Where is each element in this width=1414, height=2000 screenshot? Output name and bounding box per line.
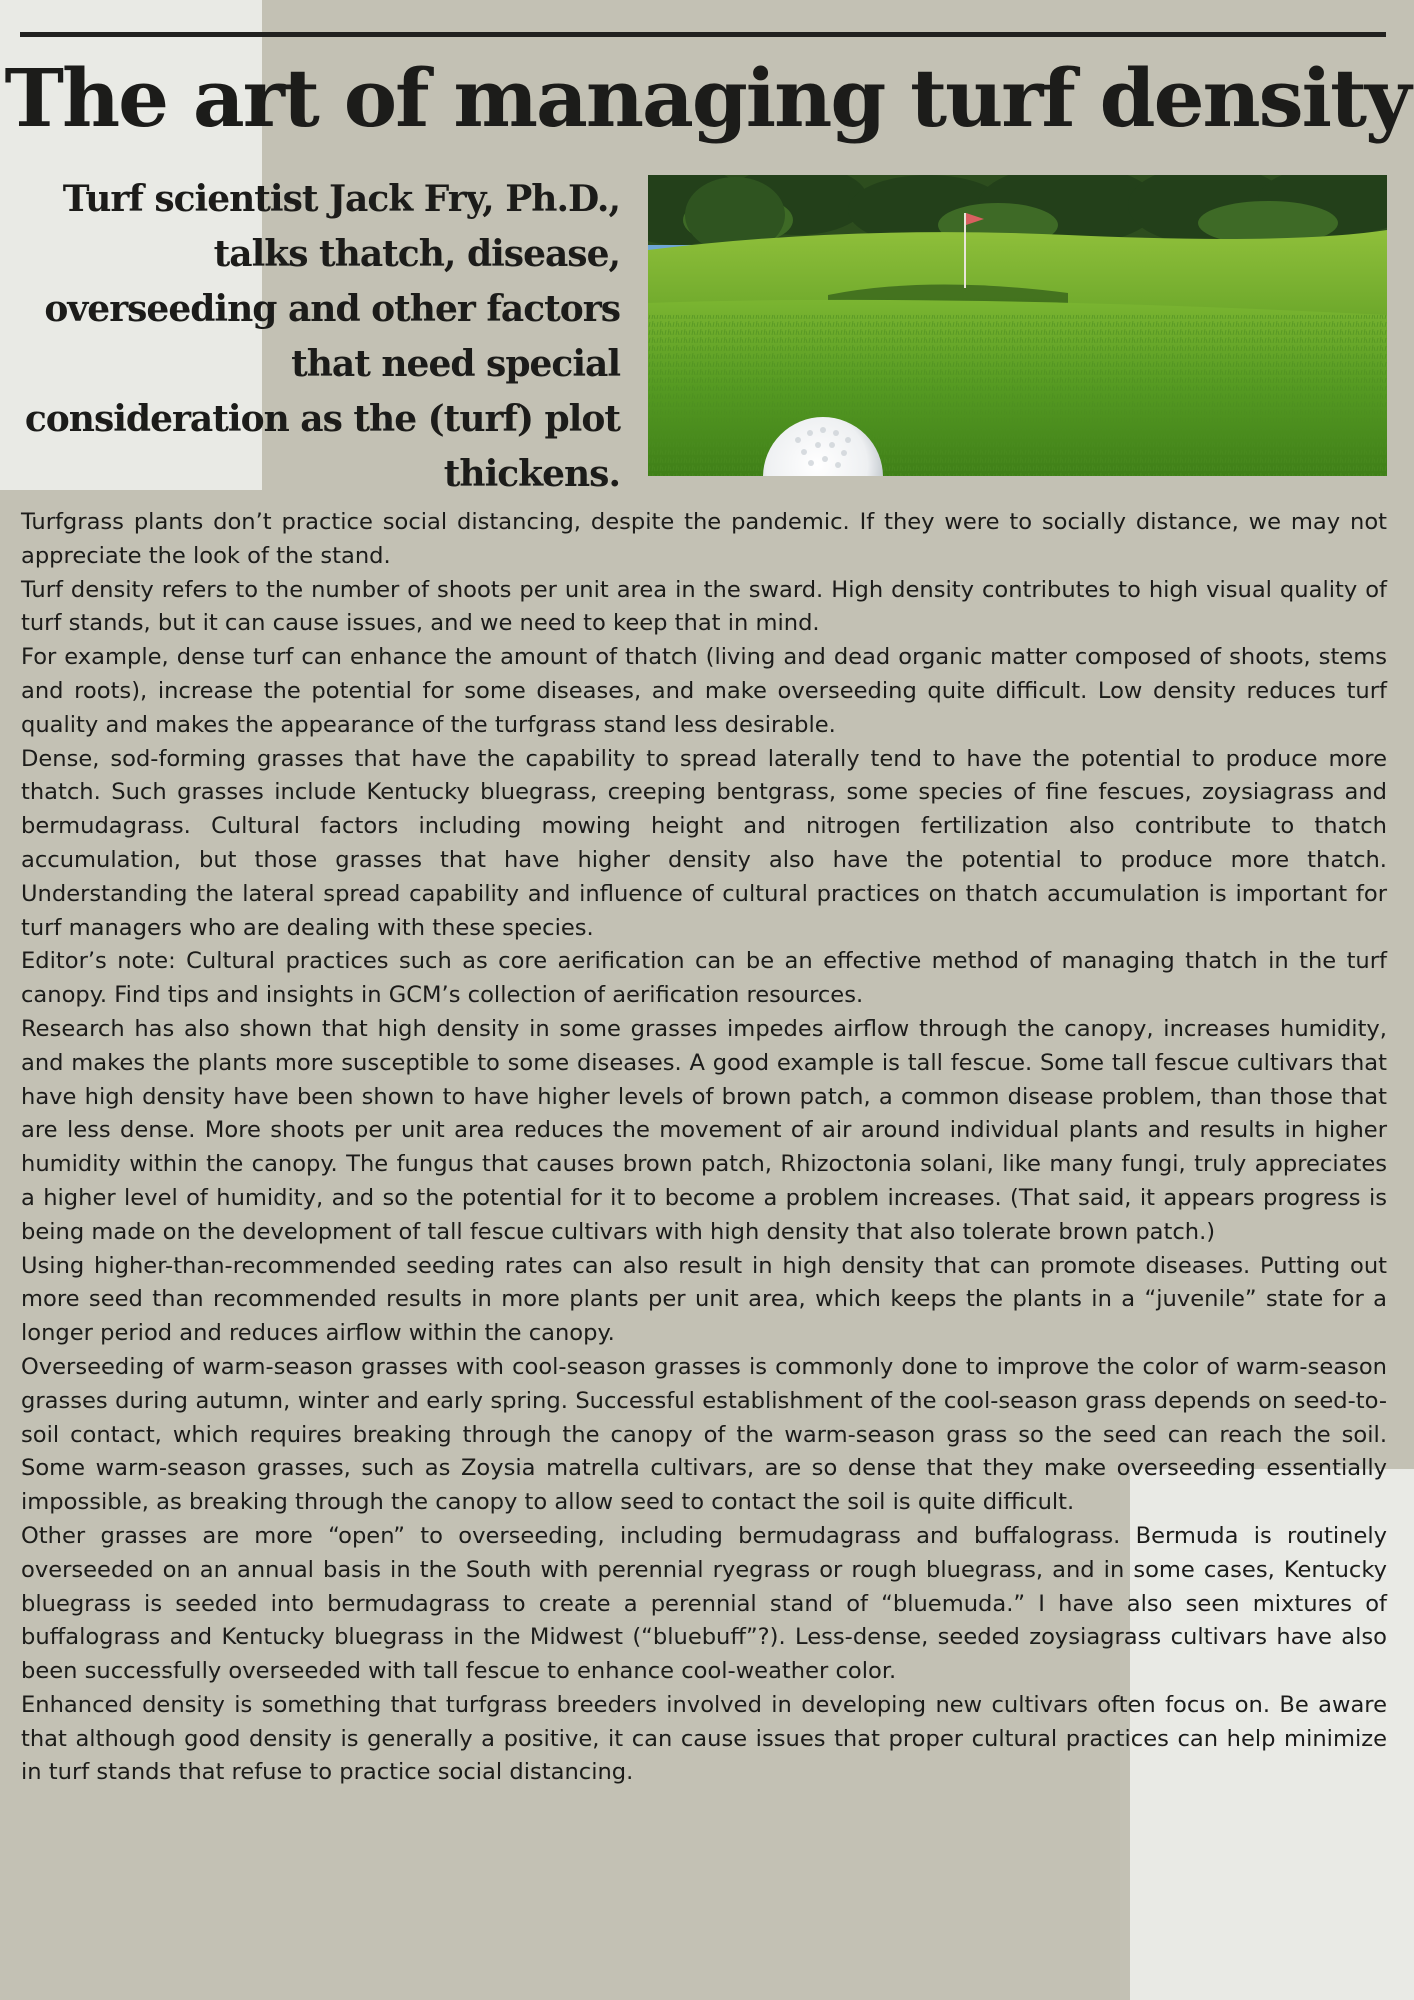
paragraph: Turfgrass plants don’t practice social distancing, despite the pandemic. If they were to socially distance, we may not appreciate the look of the stand.	[21, 509, 1387, 569]
paragraph: Other grasses are more “open” to overseeding, including bermudagrass and buffalograss. Bermuda is routinely overseeded on an annual basis in the South with perennial ryegrass or rough bluegrass, and in some cases, Kentucky bluegrass is seeded into bermudagrass to create a perennial stand of “bluemuda.” I have also seen mixtures of buffalograss and Kentucky bluegrass in the Midwest (“bluebuff”?). Less-dense, seeded zoysiagrass cultivars have also been successfully overseeded with tall fescue to enhance cool-weather color.	[21, 1522, 1387, 1685]
paragraph: Using higher-than-recommended seeding rates can also result in high density that can promote diseases. Putting out more seed than recommended results in more plants per unit area, which keeps the plants in a “juvenile” state for a longer period and reduces airflow within the canopy.	[21, 1252, 1387, 1347]
article-title: The art of managing turf density	[4, 51, 1410, 145]
paragraph: Overseeding of warm-season grasses with cool-season grasses is commonly done to improve the color of warm-season grasses during autumn, winter and early spring. Successful establishment of the cool-season grass depends on seed-to-soil contact, which requires breaking through the canopy of the warm-season grass so the seed can reach the soil. Some warm-season grasses, such as Zoysia matrella cultivars, are so dense that they make overseeding essentially impossible, as breaking through the canopy to allow seed to contact the soil is quite difficult.	[21, 1353, 1387, 1516]
golf-course-photo	[648, 175, 1387, 476]
paragraph: Turf density refers to the number of shoots per unit area in the sward. High density contributes to high visual quality of turf stands, but it can cause issues, and we need to keep that in mind.	[21, 576, 1387, 637]
paragraph: Dense, sod-forming grasses that have the capability to spread laterally tend to have the potential to produce more thatch. Such grasses include Kentucky bluegrass, creeping bentgrass, some species of fine fescues, zoysiagrass and bermudagrass. Cultural factors including mowing height and nitrogen fertilization also contribute to thatch accumulation, but those grasses that have higher density also have the potential to produce more thatch. Understanding the lateral spread capability and influence of cultural practices on thatch accumulation is important for turf managers who are dealing with these species.	[21, 745, 1387, 941]
article-deck: Turf scientist Jack Fry, Ph.D., talks thatch, disease, overseeding and other factors that need special consideration as the (turf) plot thickens.	[24, 178, 620, 495]
top-rule	[20, 32, 1386, 37]
paragraph: Research has also shown that high density in some grasses impedes airflow through the canopy, increases humidity, and makes the plants more susceptible to some diseases. A good example is tall fescue. Some tall fescue cultivars that have high density have been shown to have higher levels of brown patch, a common disease problem, than those that are less dense. More shoots per unit area reduces the movement of air around individual plants and results in higher humidity within the canopy. The fungus that causes brown patch, Rhizoctonia solani, like many fungi, truly appreciates a higher level of humidity, and so the potential for it to become a problem increases. (That said, it appears progress is being made on the development of tall fescue cultivars with high density that also tolerate brown patch.)	[21, 1015, 1387, 1245]
paragraph: For example, dense turf can enhance the amount of thatch (living and dead organic matter composed of shoots, stems and roots), increase the potential for some diseases, and make overseeding quite difficult. Low density reduces turf quality and makes the appearance of the turfgrass stand less desirable.	[21, 644, 1387, 738]
paragraph: Editor’s note: Cultural practices such as core aerification can be an effective method of managing thatch in the turf canopy. Find tips and insights in GCM’s collection of aerification resources.	[21, 948, 1387, 1009]
paragraph: Enhanced density is something that turfgrass breeders involved in developing new cultivars often focus on. Be aware that although good density is generally a positive, it can cause issues that proper cultural practices can help minimize in turf stands that refuse to practice social distancing.	[21, 1691, 1387, 1786]
article-body	[21, 506, 1387, 1790]
